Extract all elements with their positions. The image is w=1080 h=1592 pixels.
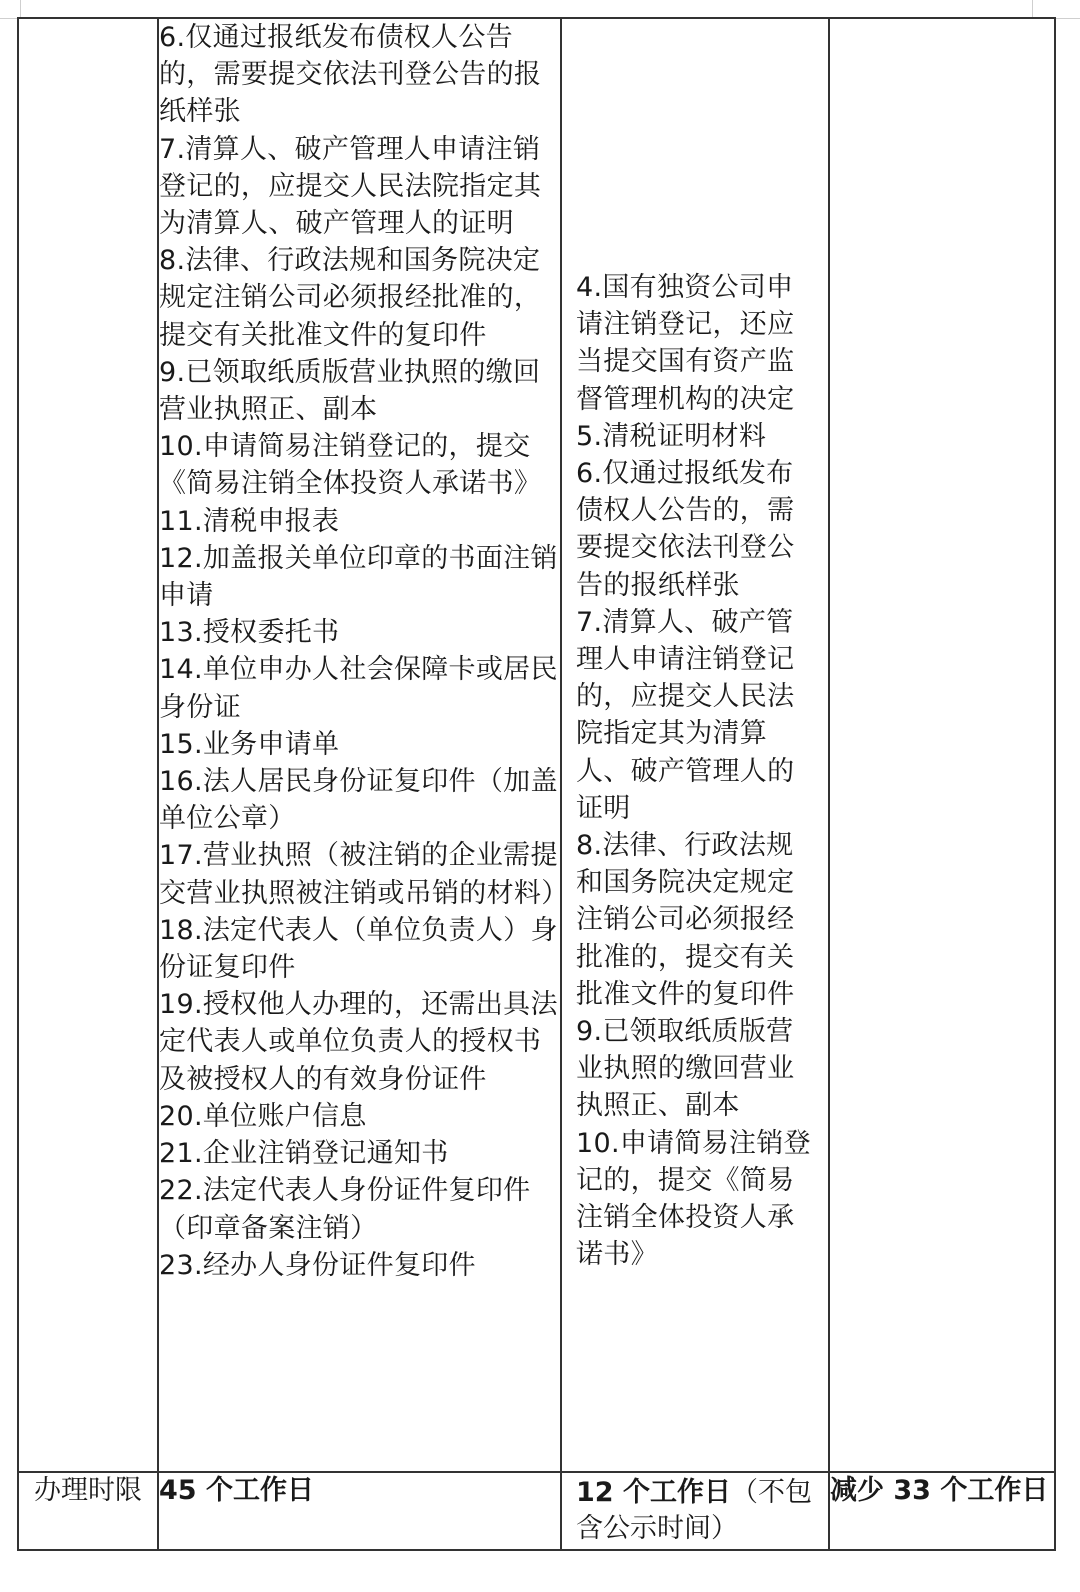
time-limit-after-days: 12 个工作日 (576, 1477, 731, 1508)
list-item: 22.法定代表人身份证件复印件（印章备案注销） (159, 1175, 531, 1244)
page-corner-mark-left (20, 0, 21, 18)
list-item: 8.法律、行政法规和国务院决定规定注销公司必须报经批准的，提交有关批准文件的复印件 (576, 830, 795, 1010)
list-item: 18.法定代表人（单位负责人）身份证复印件 (159, 914, 558, 984)
list-item: 14.单位申办人社会保障卡或居民身份证 (159, 654, 558, 723)
list-item: 11.清税申报表 (159, 505, 340, 537)
time-limit-label: 办理时限 (18, 1472, 158, 1550)
time-limit-before: 45 个工作日 (158, 1472, 561, 1550)
list-item: 21.企业注销登记通知书 (159, 1138, 449, 1170)
list-item: 17.营业执照（被注销的企业需提交营业执照被注销或吊销的材料） (159, 840, 569, 909)
list-item: 19.授权他人办理的，还需出具法定代表人或单位负责人的授权书及被授权人的有效身份证件 (159, 989, 558, 1095)
page-corner-mark-right (1032, 0, 1033, 18)
list-item: 10.申请简易注销登记的，提交《简易注销全体投资人承诺书》 (159, 431, 542, 500)
time-limit-row (18, 1472, 1055, 1550)
list-item: 9.已领取纸质版营业执照的缴回营业执照正、副本 (159, 356, 541, 426)
materials-before-cell (158, 18, 569, 1472)
list-item: 6.仅通过报纸发布债权人公告的，需要提交依法刊登公告的报纸样张 (159, 22, 542, 128)
list-item: 6.仅通过报纸发布债权人公告的，需要提交依法刊登公告的报纸样张 (576, 458, 795, 601)
time-limit-change: 减少 33 个工作日 (829, 1472, 1055, 1550)
list-item: 16.法人居民身份证复印件（加盖单位公章） (159, 766, 558, 835)
list-item: 13.授权委托书 (159, 617, 340, 649)
list-item: 12.加盖报关单位印章的书面注销申请 (159, 542, 558, 612)
materials-change-cell (829, 18, 1055, 1472)
materials-after-cell (561, 18, 829, 1472)
list-item: 7.清算人、破产管理人申请注销登记的，应提交人民法院指定其为清算人、破产管理人的证明 (576, 606, 795, 824)
comparison-table (17, 17, 1056, 1551)
list-item: 4.国有独资公司申请注销登记，还应当提交国有资产监督管理机构的决定 (576, 272, 795, 415)
list-item: 5.清税证明材料 (576, 420, 767, 452)
time-limit-after (561, 1472, 829, 1550)
list-item: 20.单位账户信息 (159, 1100, 367, 1132)
materials-row (18, 18, 1055, 1472)
list-item: 15.业务申请单 (159, 728, 340, 760)
list-item: 23.经办人身份证件复印件 (159, 1249, 476, 1281)
list-item: 8.法律、行政法规和国务院决定规定注销公司必须报经批准的，提交有关批准文件的复印件 (159, 245, 542, 351)
list-item: 10.申请简易注销登记的，提交《简易注销全体投资人承诺书》 (576, 1127, 811, 1271)
list-item: 7.清算人、破产管理人申请注销登记的，应提交人民法院指定其为清算人、破产管理人的证明 (159, 133, 542, 240)
materials-label-cell (18, 18, 158, 1472)
list-item: 9.已领取纸质版营业执照的缴回营业执照正、副本 (576, 1016, 795, 1122)
time-limit-after-note: （不包含公示时间） (576, 1477, 812, 1544)
